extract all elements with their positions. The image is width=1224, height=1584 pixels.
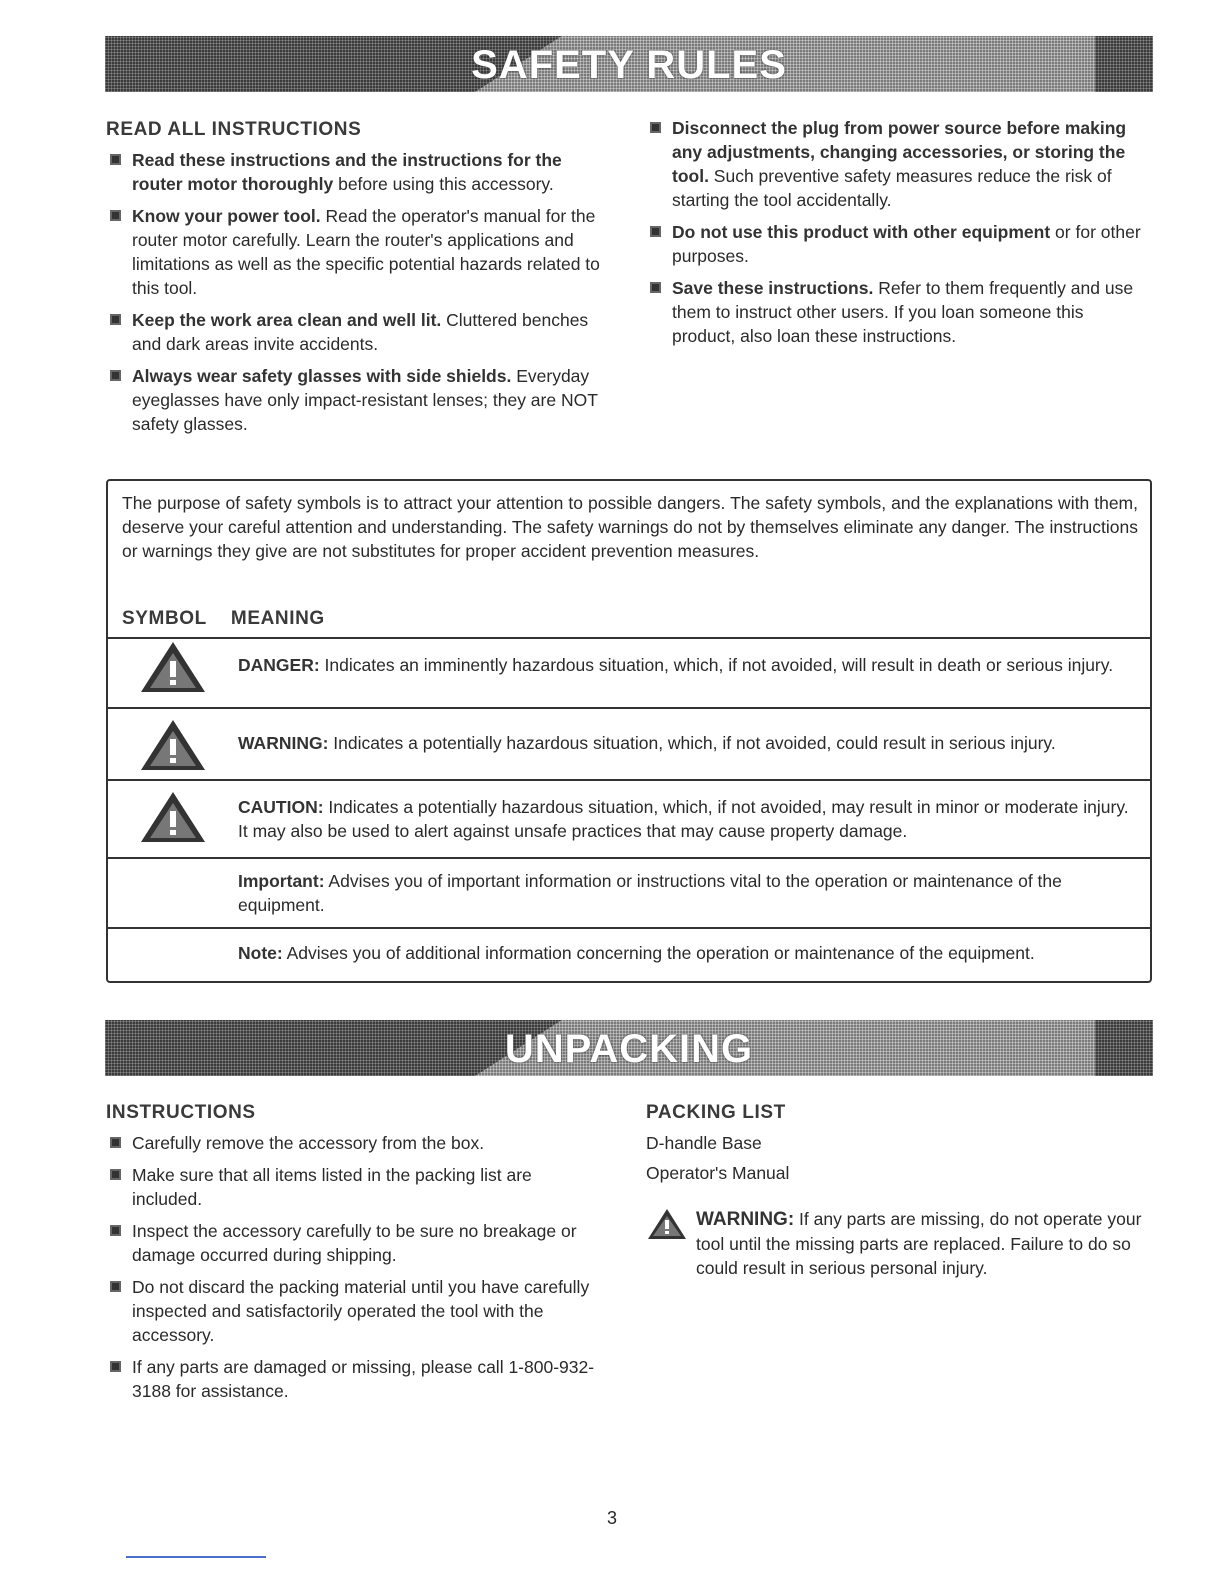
warning-triangle-icon — [138, 717, 208, 773]
item-text: or for other purposes. — [672, 222, 1141, 266]
symbols-header — [122, 608, 349, 630]
symbol-row-important — [108, 857, 1150, 927]
packing-list — [646, 1131, 1146, 1185]
instructions-list — [106, 1131, 606, 1403]
safety-rules-banner — [105, 36, 1153, 92]
warning-triangle-icon — [138, 789, 208, 845]
list-item: Carefully remove the accessory from the box. — [106, 1131, 606, 1155]
meaning-label: Note: — [238, 943, 283, 963]
list-item: Make sure that all items listed in the packing list are included. — [106, 1163, 606, 1211]
item-text: Read the operator's manual for the router motor carefully. Learn the router's applications and limitations as well as the specific potential hazards related to this tool. — [132, 206, 600, 298]
banner-title: SAFETY RULES — [471, 43, 787, 87]
item-text: before using this accessory. — [333, 174, 554, 194]
item-bold: Save these instructions. — [672, 278, 874, 298]
meaning-column-label: MEANING — [230, 608, 325, 629]
item-bold: Disconnect the plug from power source before making any adjustments, changing accessories, or storing the tool. — [672, 118, 1127, 186]
page-number: 3 — [606, 1508, 617, 1528]
safety-left-column — [106, 118, 606, 444]
symbol-meaning — [238, 653, 1138, 677]
item-bold: Keep the work area clean and well lit. — [132, 310, 442, 330]
meaning-label: Important: — [238, 871, 325, 891]
item-bold: Read these instructions and the instructions for the router motor thoroughly — [132, 150, 562, 194]
warning-triangle-icon — [138, 639, 208, 695]
symbol-meaning — [238, 795, 1138, 843]
symbol-meaning — [238, 869, 1138, 917]
footer-rule — [126, 1556, 266, 1558]
symbol-row-warning — [108, 707, 1150, 779]
list-item: Inspect the accessory carefully to be sure no breakage or damage occurred during shipping. — [106, 1219, 606, 1267]
item-bold: Know your power tool. — [132, 206, 321, 226]
item-text: Everyday eyeglasses have only impact-resistant lenses; they are NOT safety glasses. — [132, 366, 598, 434]
list-item — [646, 276, 1146, 348]
item-text: Cluttered benches and dark areas invite accidents. — [132, 310, 589, 354]
warning-text: If any parts are missing, do not operate your tool until the missing parts are replaced. Failure to do so could result in serious personal injury. — [696, 1209, 1142, 1278]
symbol-meaning — [238, 941, 1138, 965]
meaning-label: WARNING: — [238, 733, 329, 753]
banner-title: UNPACKING — [504, 1027, 754, 1071]
list-item: Do not discard the packing material until you have carefully inspected and satisfactorily operated the tool with the accessory. — [106, 1275, 606, 1347]
unpacking-banner — [105, 1020, 1153, 1076]
item-text: Refer to them frequently and use them to instruct other users. If you loan someone this product, also loan these instructions. — [672, 278, 1134, 346]
meaning-text: Indicates an imminently hazardous situation, which, if not avoided, will result in death or serious injury. — [319, 655, 1114, 675]
missing-parts-warning — [646, 1207, 1146, 1280]
meaning-text: Indicates a potentially hazardous situation, which, if not avoided, could result in serious injury. — [328, 733, 1056, 753]
packing-list-column — [646, 1101, 1146, 1280]
warning-triangle-icon — [646, 1207, 688, 1241]
list-item: If any parts are damaged or missing, please call 1-800-932-3188 for assistance. — [106, 1355, 606, 1403]
meaning-label: DANGER: — [238, 655, 320, 675]
list-item: D-handle Base — [646, 1133, 762, 1153]
symbol-column-label: SYMBOL — [122, 608, 207, 629]
list-item — [106, 308, 606, 356]
unpacking-instructions — [106, 1101, 606, 1411]
safety-right-column — [646, 116, 1146, 356]
list-item — [106, 204, 606, 300]
item-bold: Always wear safety glasses with side shields. — [132, 366, 512, 386]
section-heading: PACKING LIST — [646, 1102, 786, 1123]
symbol-row-caution — [108, 779, 1150, 857]
symbol-row-note — [108, 927, 1150, 985]
list-item — [106, 148, 606, 196]
meaning-text: Advises you of additional information concerning the operation or maintenance of the equipment. — [282, 943, 1035, 963]
item-bold: Do not use this product with other equipment — [672, 222, 1051, 242]
safety-list — [646, 116, 1146, 348]
meaning-label: CAUTION: — [238, 797, 324, 817]
symbols-intro: The purpose of safety symbols is to attract your attention to possible dangers. The safety symbols, and the explanations with them, deserve your careful attention and understanding. The safety warnings do not by themselves eliminate any danger. The instructions or warnings they give are not substitutes for proper accident prevention measures. — [122, 493, 1138, 561]
list-item: Operator's Manual — [646, 1163, 790, 1183]
symbol-meaning — [238, 731, 1138, 755]
safety-list — [106, 148, 606, 436]
item-text: Such preventive safety measures reduce the risk of starting the tool accidentally. — [672, 166, 1112, 210]
safety-symbols-box — [106, 479, 1152, 983]
meaning-text: Indicates a potentially hazardous situation, which, if not avoided, may result in minor or moderate injury. It may also be used to alert against unsafe practices that may cause property damage. — [238, 797, 1129, 841]
meaning-text: Advises you of important information or instructions vital to the operation or maintenance of the equipment. — [238, 871, 1062, 915]
list-item — [106, 364, 606, 436]
warning-label: WARNING: — [696, 1209, 795, 1230]
section-heading: INSTRUCTIONS — [106, 1102, 256, 1123]
list-item — [646, 220, 1146, 268]
list-item — [646, 116, 1146, 212]
symbol-row-danger — [108, 637, 1150, 707]
section-heading: READ ALL INSTRUCTIONS — [106, 119, 362, 140]
